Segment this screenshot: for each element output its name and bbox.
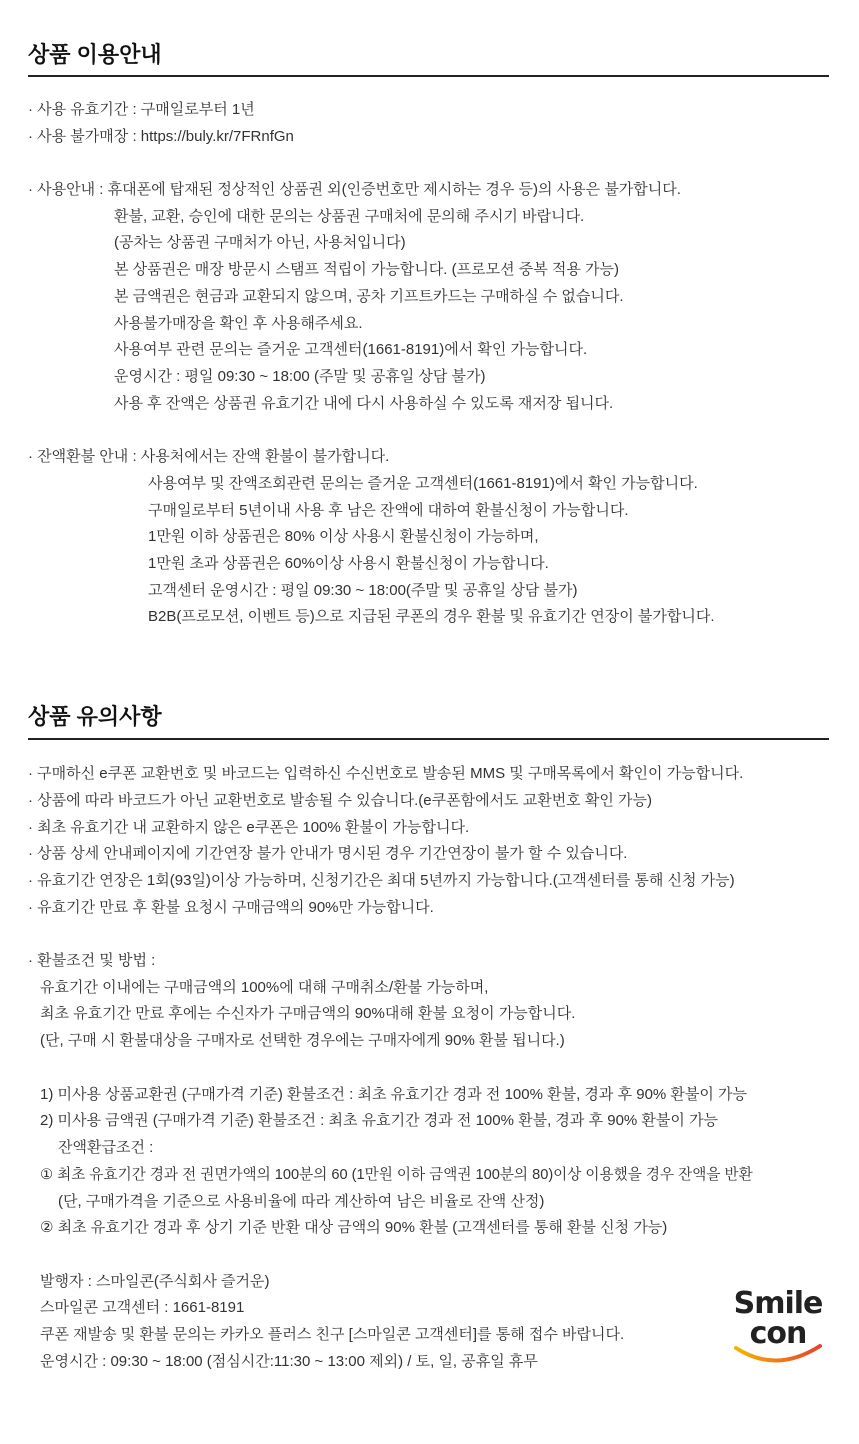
balance-refund-line: ② 최초 유효기간 경과 후 상기 기준 반환 대상 금액의 90% 환불 (고객센터를 통해 환불 신청 가능): [40, 1219, 668, 1236]
operating-hours-line: 운영시간 : 09:30 ~ 18:00 (점심시간:11:30 ~ 13:00 제외) / 토, 일, 공휴일 휴무: [40, 1353, 538, 1370]
notice-line: · 상품에 따라 바코드가 아닌 교환번호로 발송될 수 있습니다.(e쿠폰함에서도 교환번호 확인 가능): [28, 792, 652, 809]
refund-method-heading: · 환불조건 및 방법 :: [28, 952, 156, 969]
notice-line: · 상품 상세 안내페이지에 기간연장 불가 안내가 명시된 경우 기간연장이 불가 할 수 있습니다.: [28, 845, 628, 862]
customer-center-line: 스마일콘 고객센터 : 1661-8191: [40, 1299, 245, 1316]
smile-arc-icon: [728, 1330, 828, 1370]
notice-line: · 유효기간 연장은 1회(93일)이상 가능하며, 신청기간은 최대 5년까지 가능합니다.(고객센터를 통해 신청 가능): [28, 872, 735, 889]
usage-validity: · 사용 유효기간 : 구매일로부터 1년: [28, 101, 255, 118]
usage-guide-line: (공차는 상품권 구매처가 아닌, 사용처입니다): [114, 234, 406, 251]
notice-line: · 최초 유효기간 내 교환하지 않은 e쿠폰은 100% 환불이 가능합니다.: [28, 819, 470, 836]
logo-word-smile: Smile: [733, 1286, 823, 1321]
notice-line: · 구매하신 e쿠폰 교환번호 및 바코드는 입력하신 수신번호로 발송된 MMS 및 구매목록에서 확인이 가능합니다.: [28, 765, 744, 782]
refund-condition-line: 2) 미사용 금액권 (구매가격 기준) 환불조건 : 최초 유효기간 경과 전 100% 환불, 경과 후 90% 환불이 가능: [40, 1112, 719, 1129]
section-title-notice: 상품 유의사항: [28, 704, 162, 729]
usage-guide-line: 사용여부 관련 문의는 즐거운 고객센터(1661-8191)에서 확인 가능합니다.: [114, 341, 588, 358]
usage-excluded-stores: · 사용 불가매장 : https://buly.kr/7FRnfGn: [28, 128, 294, 145]
balance-refund-heading: 잔액환급조건 :: [58, 1139, 154, 1156]
refund-method-line: (단, 구매 시 환불대상을 구매자로 선택한 경우에는 구매자에게 90% 환불 됩니다.): [40, 1032, 565, 1049]
resend-inquiry-line: 쿠폰 재발송 및 환불 문의는 카카오 플러스 친구 [스마일콘 고객센터]를 통해 접수 바랍니다.: [40, 1326, 625, 1343]
refund-guide-line: 구매일로부터 5년이내 사용 후 남은 잔액에 대하여 환불신청이 가능합니다.: [148, 502, 629, 519]
section-divider: [28, 75, 829, 77]
refund-guide-line: · 잔액환불 안내 : 사용처에서는 잔액 환불이 불가합니다.: [28, 448, 390, 465]
usage-guide-line: 사용 후 잔액은 상품권 유효기간 내에 다시 사용하실 수 있도록 재저장 됩니다.: [114, 395, 614, 412]
balance-refund-line: (단, 구매가격을 기준으로 사용비율에 따라 계산하여 남은 비율로 잔액 산정): [58, 1193, 545, 1210]
section-title-usage: 상품 이용안내: [28, 42, 162, 67]
section-divider: [28, 738, 829, 740]
refund-condition-line: 1) 미사용 상품교환권 (구매가격 기준) 환불조건 : 최초 유효기간 경과 전 100% 환불, 경과 후 90% 환불이 가능: [40, 1086, 748, 1103]
issuer-line: 발행자 : 스마일콘(주식회사 즐거운): [40, 1273, 270, 1290]
usage-guide-line: 운영시간 : 평일 09:30 ~ 18:00 (주말 및 공휴일 상담 불가): [114, 368, 486, 385]
notice-line: · 유효기간 만료 후 환불 요청시 구매금액의 90%만 가능합니다.: [28, 899, 434, 916]
usage-guide-line: 본 상품권은 매장 방문시 스탬프 적립이 가능합니다. (프로모션 중복 적용 가능): [114, 261, 620, 278]
balance-refund-line: ① 최초 유효기간 경과 전 권면가액의 100분의 60 (1만원 이하 금액권 100분의 80)이상 이용했을 경우 잔액을 반환: [40, 1167, 753, 1183]
usage-guide-line: 사용불가매장을 확인 후 사용해주세요.: [114, 315, 363, 332]
refund-method-line: 유효기간 이내에는 구매금액의 100%에 대해 구매취소/환불 가능하며,: [40, 979, 489, 996]
usage-guide-line: 환불, 교환, 승인에 대한 문의는 상품권 구매처에 문의해 주시기 바랍니다.: [114, 208, 585, 225]
usage-guide-line: · 사용안내 : 휴대폰에 탑재된 정상적인 상품권 외(인증번호만 제시하는 경우 등)의 사용은 불가합니다.: [28, 181, 681, 198]
refund-guide-line: 1만원 이하 상품권은 80% 이상 사용시 환불신청이 가능하며,: [148, 528, 539, 545]
refund-guide-line: 1만원 초과 상품권은 60%이상 사용시 환불신청이 가능합니다.: [148, 555, 549, 572]
smilecon-logo: [728, 1286, 828, 1376]
logo-word-con: con: [749, 1316, 807, 1351]
refund-guide-line: 사용여부 및 잔액조회관련 문의는 즐거운 고객센터(1661-8191)에서 확인 가능합니다.: [148, 475, 698, 492]
refund-guide-line: B2B(프로모션, 이벤트 등)으로 지급된 쿠폰의 경우 환불 및 유효기간 연장이 불가합니다.: [148, 608, 715, 625]
refund-guide-line: 고객센터 운영시간 : 평일 09:30 ~ 18:00(주말 및 공휴일 상담 불가): [148, 582, 578, 599]
refund-method-line: 최초 유효기간 만료 후에는 수신자가 구매금액의 90%대해 환불 요청이 가능합니다.: [40, 1005, 576, 1022]
usage-guide-line: 본 금액권은 현금과 교환되지 않으며, 공차 기프트카드는 구매하실 수 없습니다.: [114, 288, 624, 305]
